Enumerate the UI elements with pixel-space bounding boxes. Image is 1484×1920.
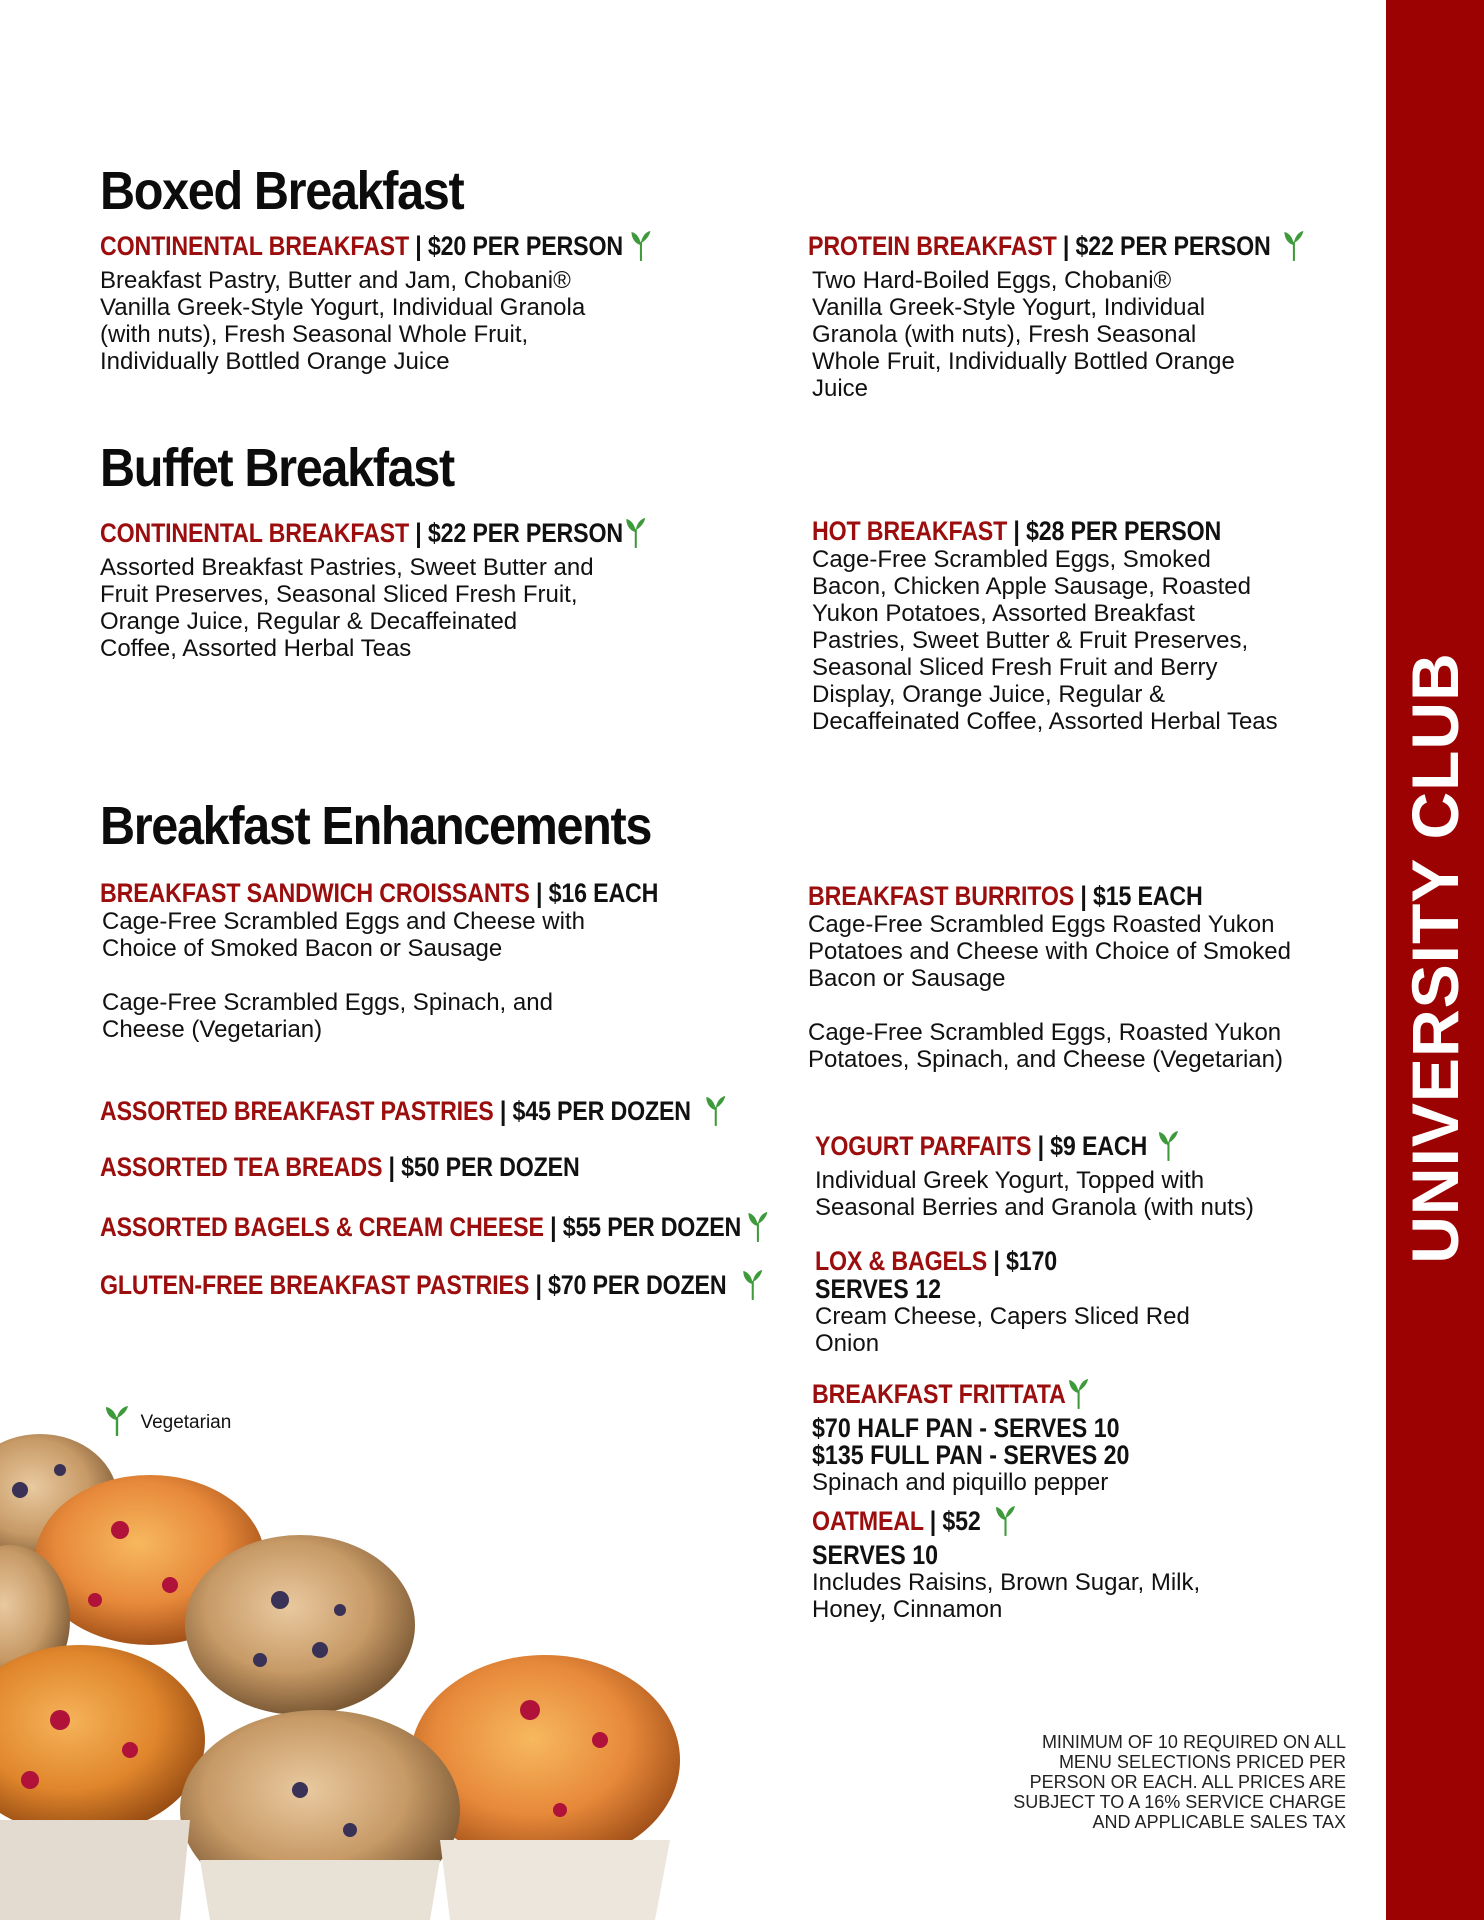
- item-name: BREAKFAST FRITTATA: [812, 1379, 1066, 1410]
- description-spacer: [102, 962, 749, 989]
- muffin: [185, 1535, 415, 1715]
- item-name: BREAKFAST BURRITOS: [808, 881, 1075, 911]
- item-name: HOT BREAKFAST: [812, 516, 1008, 546]
- item-price: | $22 PER PERSON: [1056, 231, 1271, 262]
- item-serving: $70 HALF PAN - SERVES 10: [812, 1413, 1120, 1443]
- item-description: [815, 1167, 1254, 1221]
- description-line: Coffee, Assorted Herbal Teas: [100, 635, 412, 662]
- description-spacer: [808, 992, 1291, 1019]
- description-line: Cage-Free Scrambled Eggs and Cheese with: [102, 908, 585, 935]
- section-title-enhancements: Breakfast Enhancements: [100, 796, 652, 856]
- description-line: Granola (with nuts), Fresh Seasonal: [812, 321, 1197, 348]
- item-name: YOGURT PARFAITS: [815, 1131, 1032, 1162]
- item-serving: SERVES 10: [812, 1540, 939, 1570]
- item-price: | $70 PER DOZEN: [529, 1270, 727, 1301]
- item-price: | $170: [987, 1246, 1057, 1276]
- muffin-wrapper: [200, 1860, 440, 1920]
- item-price: | $16 EACH: [529, 878, 659, 908]
- description-line: Spinach and piquillo pepper: [812, 1469, 1109, 1496]
- item-name: ASSORTED TEA BREADS: [100, 1152, 383, 1182]
- vegetarian-leaf-icon: [630, 229, 652, 267]
- description-line: Bacon or Sausage: [808, 965, 1006, 992]
- item-croissants: [100, 878, 749, 1043]
- description-line: Seasonal Sliced Fresh Fruit and Berry: [812, 654, 1218, 681]
- vegetarian-leaf-icon: [705, 1094, 727, 1132]
- description-line: Honey, Cinnamon: [812, 1596, 1003, 1623]
- item-price: | $9 EACH: [1031, 1131, 1148, 1162]
- item-bagels: [100, 1210, 769, 1248]
- item-boxed-protein: [808, 229, 1386, 402]
- description-line: Onion: [815, 1330, 880, 1357]
- description-line: Whole Fruit, Individually Bottled Orange: [812, 348, 1235, 375]
- item-heading: [100, 878, 658, 908]
- item-name: PROTEIN BREAKFAST: [808, 231, 1057, 262]
- muffin-wrapper: [0, 1820, 190, 1920]
- muffins-photo: [0, 1410, 700, 1920]
- item-name: CONTINENTAL BREAKFAST: [100, 231, 410, 262]
- vegetarian-leaf-icon: [1067, 1377, 1089, 1415]
- disclaimer-line: PERSON OR EACH. ALL PRICES ARE: [1029, 1772, 1346, 1792]
- item-description: [812, 546, 1288, 735]
- item-heading: [100, 516, 647, 554]
- vegetarian-leaf-icon: [994, 1504, 1016, 1542]
- item-serving: SERVES 12: [815, 1274, 942, 1304]
- vegetarian-leaf-icon: [1157, 1129, 1179, 1167]
- item-name: OATMEAL: [812, 1506, 924, 1537]
- description-line: Individual Greek Yogurt, Topped with: [815, 1167, 1205, 1194]
- item-pastries: [100, 1094, 727, 1132]
- item-name: BREAKFAST SANDWICH CROISSANTS: [100, 878, 530, 908]
- item-price: | $28 PER PERSON: [1007, 516, 1222, 546]
- item-heading: [808, 229, 1305, 267]
- disclaimer-line: MENU SELECTIONS PRICED PER: [1058, 1752, 1346, 1772]
- muffin-wrapper: [440, 1840, 670, 1920]
- description-line: Cage-Free Scrambled Eggs, Smoked: [812, 546, 1211, 573]
- description-line: Breakfast Pastry, Butter and Jam, Chobani®: [100, 267, 571, 294]
- item-heading: [812, 1504, 1146, 1542]
- item-price: | $22 PER PERSON: [409, 518, 623, 549]
- section-title-buffet: Buffet Breakfast: [100, 438, 454, 498]
- description-line: Includes Raisins, Brown Sugar, Milk,: [812, 1569, 1201, 1596]
- item-gluten-free: [100, 1268, 764, 1306]
- item-name: LOX & BAGELS: [815, 1246, 988, 1276]
- description-line: Cage-Free Scrambled Eggs, Spinach, and: [102, 989, 553, 1016]
- item-price: | $50 PER DOZEN: [382, 1152, 580, 1182]
- description-line: Fruit Preserves, Seasonal Sliced Fresh Fruit,: [100, 581, 578, 608]
- brand-name: UNIVERSITY CLUB: [1398, 652, 1472, 1264]
- item-price: | $20 PER PERSON: [409, 231, 623, 262]
- muffin: [0, 1645, 205, 1835]
- vegetarian-leaf-icon: [746, 1210, 768, 1248]
- vegetarian-leaf-icon: [1283, 229, 1305, 267]
- item-description: [812, 1469, 1181, 1496]
- vegetarian-leaf-icon: [742, 1268, 764, 1306]
- item-heading: [815, 1129, 1192, 1167]
- disclaimer-line: SUBJECT TO A 16% SERVICE CHARGE: [1013, 1792, 1346, 1812]
- item-price: | $15 EACH: [1074, 881, 1203, 911]
- item-heading: [808, 881, 1223, 911]
- description-line: Cage-Free Scrambled Eggs, Roasted Yukon: [808, 1019, 1282, 1046]
- item-name: CONTINENTAL BREAKFAST: [100, 518, 410, 549]
- vegetarian-legend-label: Vegetarian: [140, 1411, 232, 1433]
- description-line: Cage-Free Scrambled Eggs Roasted Yukon: [808, 911, 1275, 938]
- description-line: Vanilla Greek-Style Yogurt, Individual: [812, 294, 1206, 321]
- description-line: Pastries, Sweet Butter & Fruit Preserves,: [812, 627, 1249, 654]
- description-line: Potatoes and Cheese with Choice of Smoked: [808, 938, 1291, 965]
- description-line: Juice: [812, 375, 869, 402]
- item-name: ASSORTED BAGELS & CREAM CHEESE: [100, 1212, 544, 1243]
- item-name: GLUTEN-FREE BREAKFAST PASTRIES: [100, 1270, 530, 1301]
- item-price: | $52: [923, 1506, 981, 1537]
- description-line: Orange Juice, Regular & Decaffeinated: [100, 608, 518, 635]
- item-heading: [812, 1377, 1129, 1415]
- item-name: ASSORTED BREAKFAST PASTRIES: [100, 1096, 494, 1127]
- item-description: [808, 911, 1291, 1073]
- item-description: [812, 1569, 1200, 1623]
- item-oatmeal: [812, 1504, 1200, 1623]
- item-price: | $55 PER DOZEN: [543, 1212, 742, 1243]
- item-parfaits: [815, 1129, 1254, 1221]
- pricing-disclaimer: [880, 1732, 1346, 1832]
- item-burritos: [808, 881, 1291, 1073]
- item-heading: [100, 229, 652, 267]
- description-line: (with nuts), Fresh Seasonal Whole Fruit,: [100, 321, 529, 348]
- description-line: Decaffeinated Coffee, Assorted Herbal Teas: [812, 708, 1278, 735]
- description-line: Cheese (Vegetarian): [102, 1016, 323, 1043]
- item-description: [812, 267, 1386, 402]
- description-line: Vanilla Greek-Style Yogurt, Individual Granola: [100, 294, 586, 321]
- description-line: Assorted Breakfast Pastries, Sweet Butter and: [100, 554, 594, 581]
- item-description: [100, 554, 736, 662]
- item-frittata: [812, 1377, 1181, 1496]
- vegetarian-leaf-icon: [625, 516, 647, 554]
- item-description: [100, 267, 742, 375]
- item-tea-breads: [100, 1152, 580, 1182]
- description-line: Individually Bottled Orange Juice: [100, 348, 450, 375]
- item-description: [102, 908, 749, 1043]
- item-description: [815, 1303, 1190, 1357]
- brand-sidebar: [1386, 0, 1484, 1920]
- item-boxed-continental: [100, 229, 742, 375]
- description-line: Yukon Potatoes, Assorted Breakfast: [812, 600, 1195, 627]
- description-line: Bacon, Chicken Apple Sausage, Roasted: [812, 573, 1251, 600]
- section-title-boxed: Boxed Breakfast: [100, 161, 464, 221]
- item-buffet-continental: [100, 516, 736, 662]
- description-line: Choice of Smoked Bacon or Sausage: [102, 935, 503, 962]
- disclaimer-line: MINIMUM OF 10 REQUIRED ON ALL: [1041, 1732, 1346, 1752]
- description-line: Potatoes, Spinach, and Cheese (Vegetarian): [808, 1046, 1283, 1073]
- description-line: Two Hard-Boiled Eggs, Chobani®: [812, 267, 1172, 294]
- item-lox: [815, 1246, 1190, 1357]
- description-line: Display, Orange Juice, Regular &: [812, 681, 1166, 708]
- item-buffet-hot: [812, 516, 1288, 735]
- item-heading: [815, 1246, 1137, 1276]
- description-line: Seasonal Berries and Granola (with nuts): [815, 1194, 1254, 1221]
- description-line: Cream Cheese, Capers Sliced Red: [815, 1303, 1190, 1330]
- item-heading: [812, 516, 1221, 546]
- disclaimer-line: AND APPLICABLE SALES TAX: [1092, 1812, 1346, 1832]
- item-price: | $45 PER DOZEN: [493, 1096, 691, 1127]
- item-serving: $135 FULL PAN - SERVES 20: [812, 1440, 1130, 1470]
